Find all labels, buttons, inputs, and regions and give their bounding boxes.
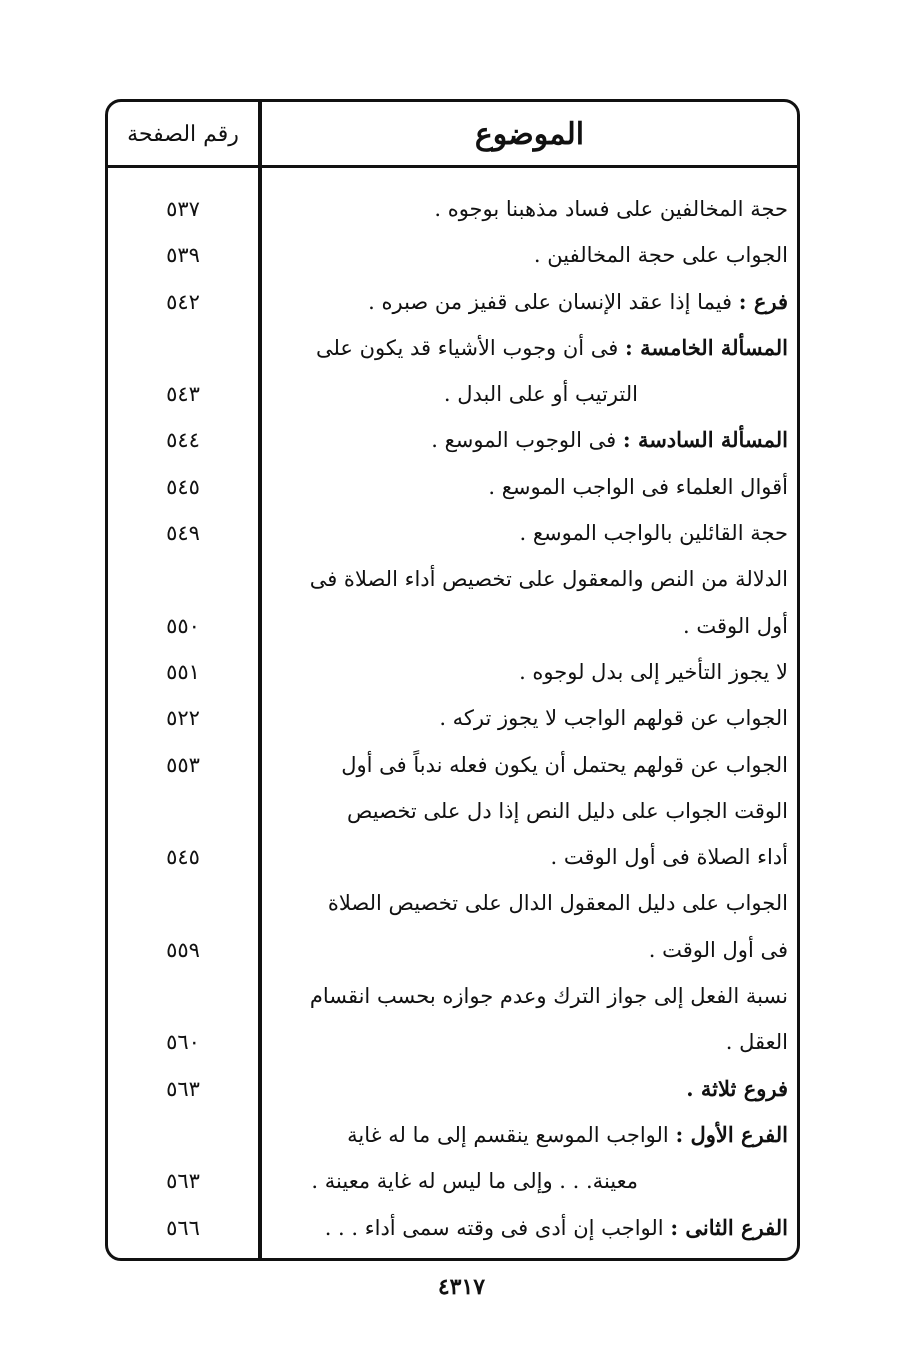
- topic-heading: المسألة السادسة :: [622, 427, 788, 453]
- topic-text: فى الوجوب الموسع .: [431, 428, 617, 453]
- topic-text: الجواب على دليل المعقول الدال على تخصيص الصلاة: [327, 891, 788, 916]
- page-number-cell: ٥٦٦: [166, 1215, 200, 1240]
- table-row: [108, 1158, 798, 1204]
- page-number-cell: ٥٦٣: [166, 1169, 200, 1194]
- topic-text: الدلالة من النص والمعقول على تخصيص أداء الصلاة فى: [309, 567, 788, 592]
- page-number-cell: ٥٦٠: [166, 1030, 200, 1055]
- page-number-cell: ٥٢٢: [166, 706, 200, 731]
- topic-cell: [268, 186, 788, 232]
- topic-cell: [268, 1019, 788, 1065]
- topic-text: الجواب على حجة المخالفين .: [533, 243, 788, 268]
- topic-cell: [268, 510, 788, 556]
- topic-column-header: الموضوع: [474, 116, 585, 152]
- toc-rows: [108, 186, 798, 1251]
- table-row: [108, 695, 798, 741]
- topic-cell: [268, 834, 788, 880]
- page-number-cell: ٥٣٧: [166, 197, 200, 221]
- topic-heading: المسألة الخامسة :: [625, 334, 788, 360]
- topic-cell: [268, 1205, 788, 1251]
- topic-cell: [268, 325, 788, 371]
- page-number: ٤٣١٧: [437, 1274, 486, 1300]
- topic-cell: [268, 1158, 788, 1204]
- topic-text: الواجب الموسع ينقسم إلى ما له غاية: [347, 1122, 669, 1147]
- topic-cell: [268, 371, 788, 417]
- topic-text: الوقت الجواب على دليل النص إذا دل على تخصيص: [347, 798, 788, 823]
- topic-text: نسبة الفعل إلى جواز الترك وعدم جوازه بحسب انقسام: [309, 984, 788, 1009]
- table-row: [108, 973, 798, 1019]
- table-row: [108, 510, 798, 556]
- table-row: [108, 649, 798, 695]
- topic-heading: الفرع الثانى :: [670, 1214, 788, 1240]
- table-row: [108, 880, 798, 926]
- page-number-cell: ٥٥٣: [166, 752, 200, 777]
- topic-heading: فرع :: [738, 288, 788, 314]
- topic-cell: [268, 973, 788, 1019]
- table-row: [108, 232, 798, 278]
- topic-text: أداء الصلاة فى أول الوقت .: [550, 845, 788, 870]
- page-number-cell: ٥٣٩: [166, 243, 200, 268]
- table-row: [108, 742, 798, 788]
- page-number-cell: ٥٤٥: [166, 845, 200, 870]
- page-number-cell: ٥٤٥: [166, 474, 200, 499]
- topic-cell: [268, 695, 788, 741]
- topic-cell: [268, 232, 788, 278]
- page-number-cell: ٥٥٠: [166, 613, 200, 638]
- page-number-cell: ٥٤٤: [166, 428, 200, 453]
- table-row: [108, 1066, 798, 1112]
- topic-text: لا يجوز التأخير إلى بدل لوجوه .: [519, 659, 788, 684]
- page-number-cell: ٥٤٢: [166, 289, 200, 314]
- table-row: [108, 556, 798, 602]
- table-row: [108, 464, 798, 510]
- topic-text: الترتيب أو على البدل .: [443, 382, 638, 407]
- topic-cell: [268, 742, 788, 788]
- topic-text: حجة القائلين بالواجب الموسع .: [519, 521, 788, 546]
- page-number-cell: ٥٤٩: [166, 521, 200, 546]
- topic-cell: [268, 927, 788, 973]
- table-row: [108, 1019, 798, 1065]
- page-number-cell: [108, 325, 258, 371]
- table-row: [108, 186, 798, 232]
- topic-cell: [268, 1112, 788, 1158]
- topic-cell: [268, 1066, 788, 1112]
- topic-cell: [268, 464, 788, 510]
- topic-cell: [268, 279, 788, 325]
- page-number-cell: ٥٥٩: [166, 937, 200, 962]
- table-row: [108, 417, 798, 463]
- topic-text: فيما إذا عقد الإنسان على قفيز من صبره .: [368, 289, 733, 314]
- topic-text: فى أول الوقت .: [648, 937, 788, 962]
- topic-cell: [268, 880, 788, 926]
- table-row: [108, 603, 798, 649]
- topic-text: معينة. . . وإلى ما ليس له غاية معينة .: [311, 1169, 638, 1194]
- topic-text: العقل .: [725, 1030, 788, 1055]
- page-number-cell: [108, 1112, 258, 1158]
- page-number-cell: [108, 556, 258, 602]
- table-row: [108, 788, 798, 834]
- topic-text: أقوال العلماء فى الواجب الموسع .: [488, 474, 788, 499]
- page-number-cell: [108, 788, 258, 834]
- topic-cell: [268, 649, 788, 695]
- table-row: [108, 325, 798, 371]
- table-row: [108, 834, 798, 880]
- topic-cell: [268, 603, 788, 649]
- table-row: [108, 279, 798, 325]
- table-row: [108, 1112, 798, 1158]
- page-number-cell: [108, 880, 258, 926]
- table-row: [108, 927, 798, 973]
- page-number-cell: [108, 973, 258, 1019]
- topic-cell: [268, 556, 788, 602]
- topic-heading: الفرع الأول :: [675, 1121, 788, 1147]
- page-number-cell: ٥٦٣: [166, 1076, 200, 1101]
- topic-text: حجة المخالفين على فساد مذهبنا بوجوه .: [434, 197, 788, 221]
- topic-text: الجواب عن قولهم يحتمل أن يكون فعله ندباً فى أول: [341, 752, 788, 777]
- topic-cell: [268, 417, 788, 463]
- topic-text: فى أن وجوب الأشياء قد يكون على: [315, 335, 619, 360]
- topic-text: الجواب عن قولهم الواجب لا يجوز تركه .: [439, 706, 788, 731]
- header-rule: [105, 165, 800, 168]
- page-column-header: رقم الصفحة: [127, 121, 239, 147]
- topic-heading: فروع ثلاثة .: [686, 1075, 788, 1101]
- topic-cell: [268, 788, 788, 834]
- table-row: [108, 371, 798, 417]
- topic-text: أول الوقت .: [683, 613, 788, 638]
- page-number-cell: ٥٥١: [166, 659, 200, 684]
- topic-text: الواجب إن أدى فى وقته سمى أداء . . .: [324, 1215, 664, 1240]
- page-number-cell: ٥٤٣: [166, 382, 200, 407]
- table-row: [108, 1205, 798, 1251]
